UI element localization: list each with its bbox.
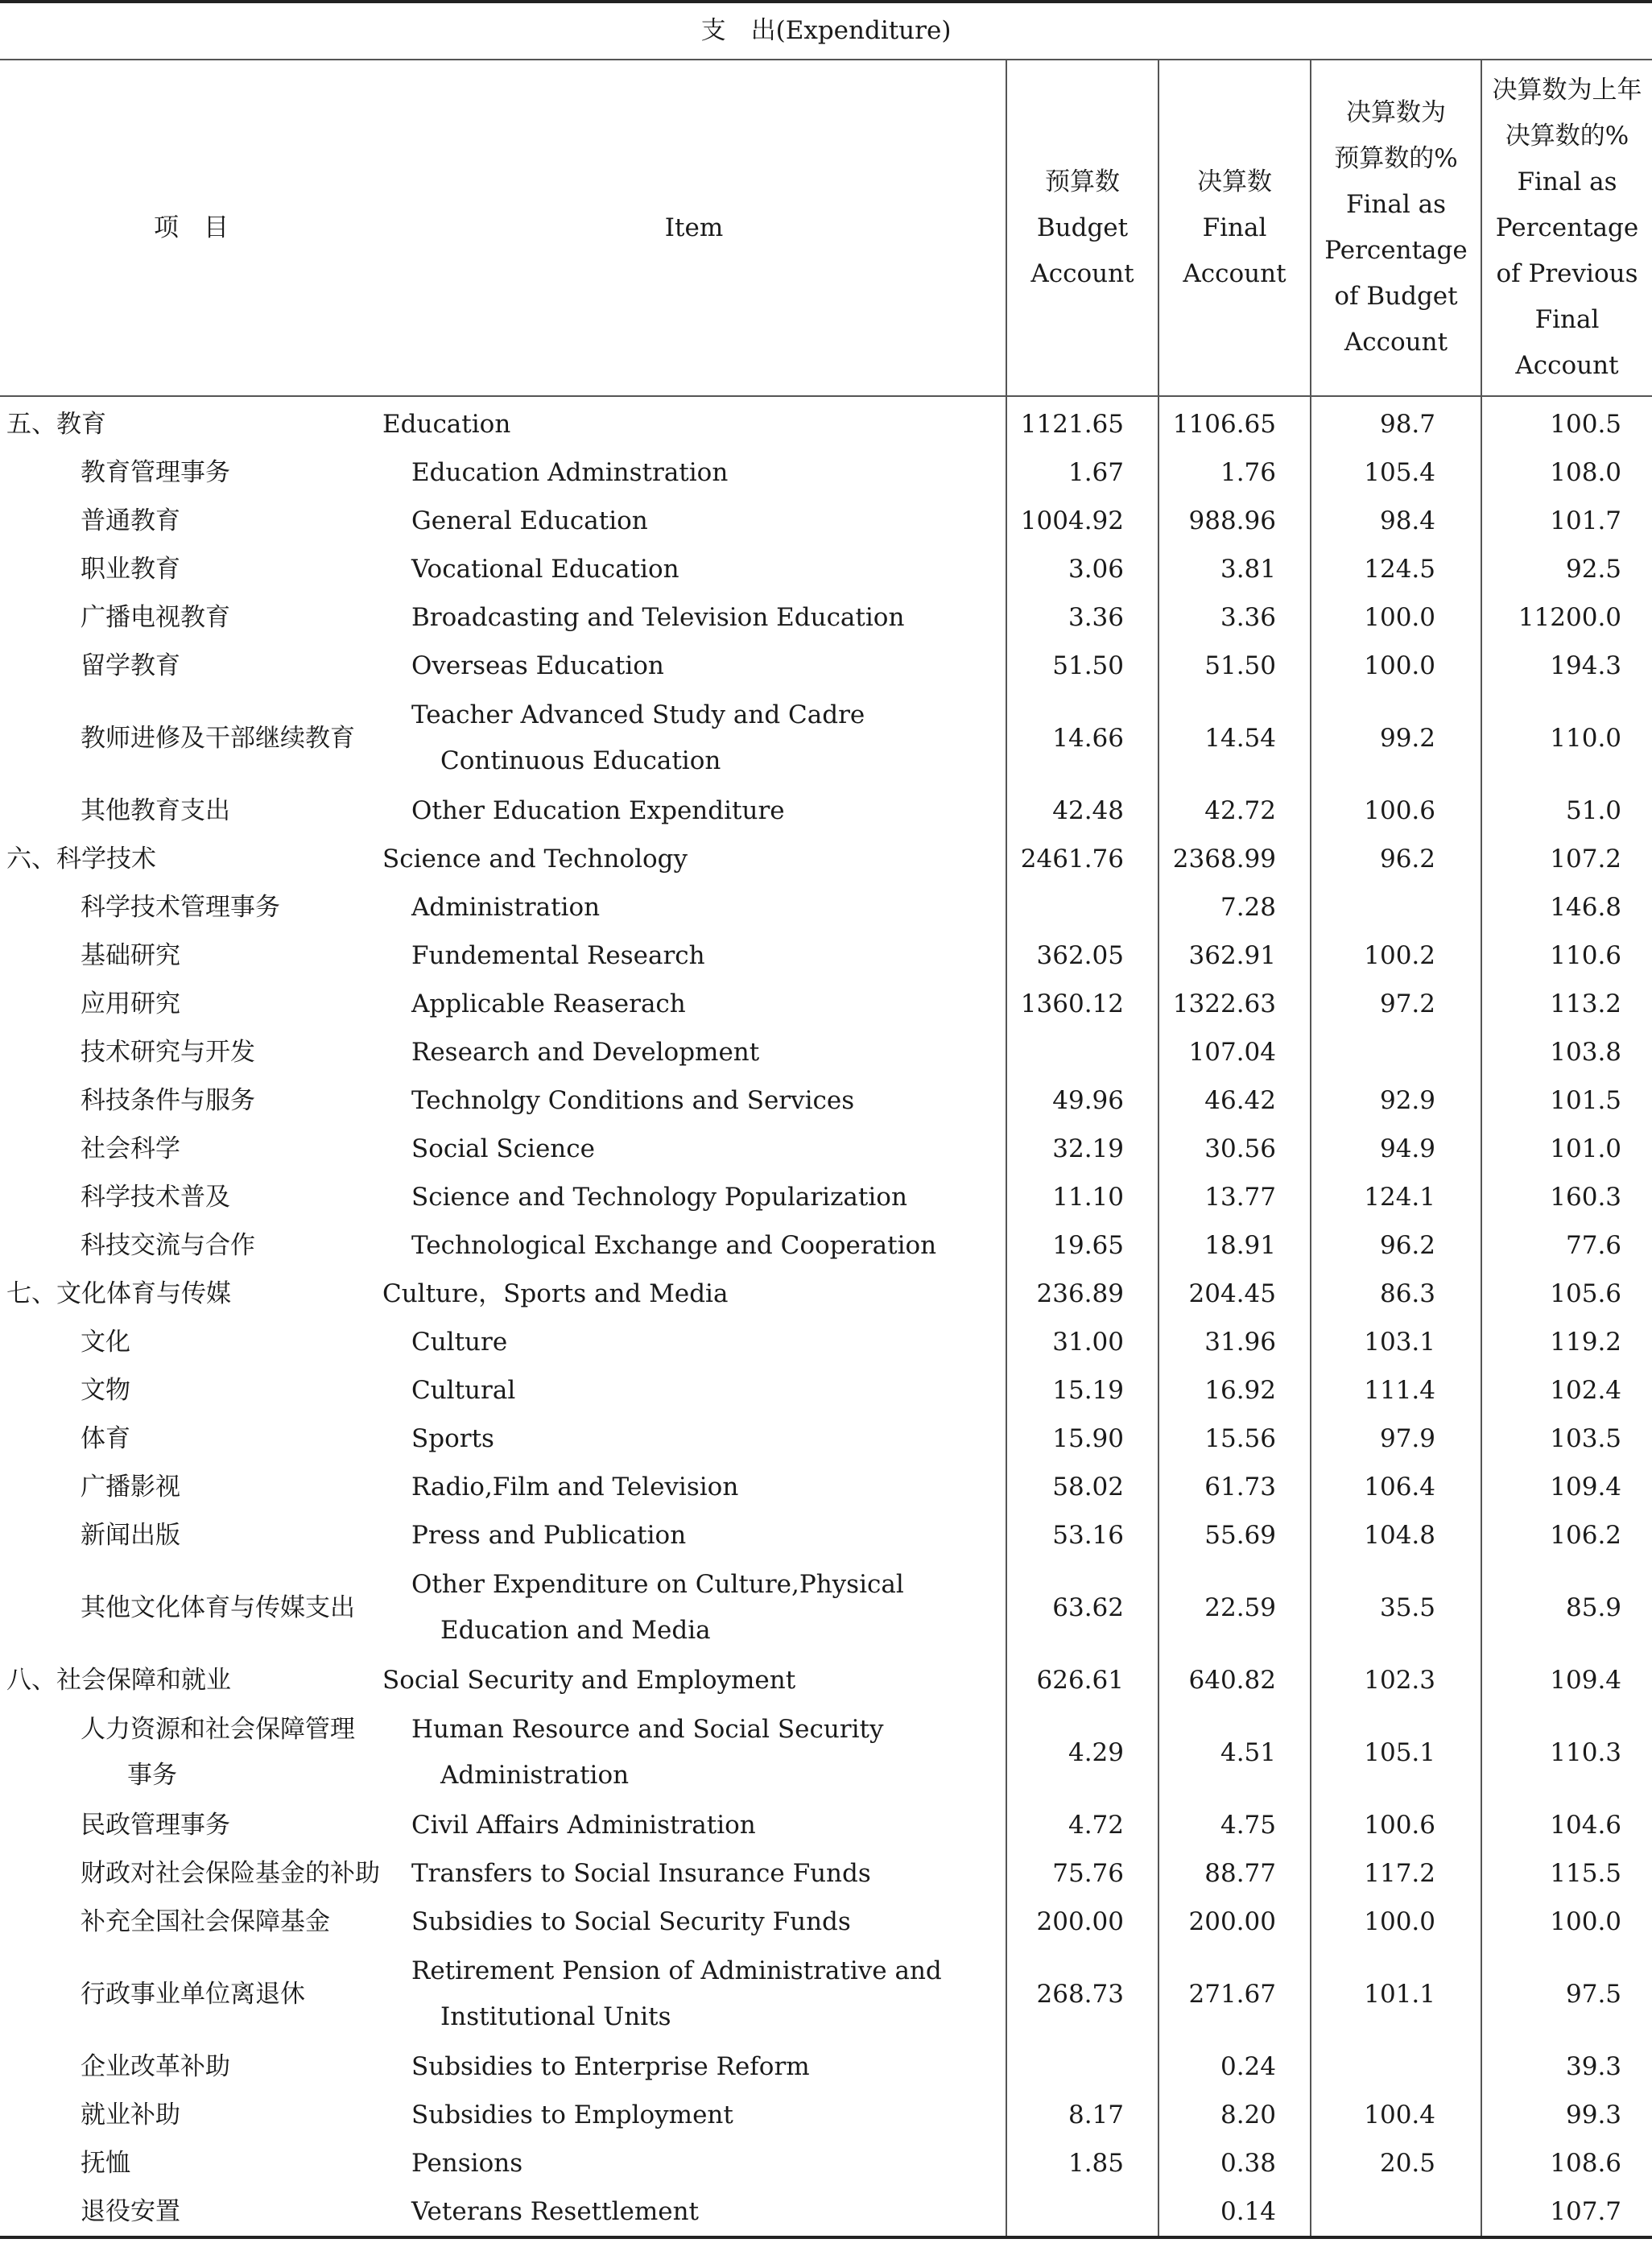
header-pct-budget-line: 预算数的%	[1334, 144, 1458, 173]
cell-pct-budget: 97.9	[1311, 1415, 1481, 1463]
cell-en-line: Other Expenditure on Culture,Physical	[411, 1570, 904, 1599]
cell-pct-budget: 97.2	[1311, 980, 1481, 1028]
cell-pct-budget: 105.4	[1311, 448, 1481, 497]
cell-budget: 14.66	[1006, 690, 1158, 787]
table-row	[0, 1946, 1652, 2043]
cell-final: 2368.99	[1158, 835, 1311, 883]
cell-budget: 31.00	[1006, 1318, 1158, 1366]
cell-en-item: Press and Publication	[411, 1520, 687, 1550]
cell-budget	[1006, 2187, 1158, 2237]
cell-final: 988.96	[1158, 497, 1311, 545]
cell-zh-item: 职业教育	[81, 554, 180, 584]
cell-final: 42.72	[1158, 787, 1311, 835]
cell-final: 0.14	[1158, 2187, 1311, 2237]
table-row	[0, 2091, 1652, 2139]
cell-zh-item: 就业补助	[81, 2100, 180, 2129]
cell-en-line: Continuous Education	[440, 746, 721, 775]
cell-pct-prev: 113.2	[1481, 980, 1652, 1028]
cell-final: 15.56	[1158, 1415, 1311, 1463]
cell-zh-item: 财政对社会保险基金的补助	[81, 1858, 380, 1888]
cell-pct-budget: 35.5	[1311, 1559, 1481, 1656]
cell-pct-prev: 105.6	[1481, 1270, 1652, 1318]
cell-final: 16.92	[1158, 1366, 1311, 1415]
cell-zh-item: 行政事业单位离退休	[81, 1979, 305, 2009]
cell-en-item: Sports	[411, 1423, 494, 1453]
cell-budget: 75.76	[1006, 1849, 1158, 1898]
cell-pct-prev: 99.3	[1481, 2091, 1652, 2139]
cell-zh-item: 民政管理事务	[81, 1810, 230, 1840]
cell-pct-budget: 117.2	[1311, 1849, 1481, 1898]
cell-zh-item: 基础研究	[81, 940, 180, 970]
header-zh-item: 项 目	[0, 60, 382, 396]
cell-en-item: Broadcasting and Television Education	[411, 602, 905, 632]
cell-pct-prev: 146.8	[1481, 883, 1652, 931]
cell-zh-item: 留学教育	[81, 651, 180, 680]
table-row	[0, 1318, 1652, 1366]
cell-en-item: Science and Technology Popularization	[411, 1182, 907, 1212]
cell-en-item: Education	[382, 409, 511, 439]
cell-final: 30.56	[1158, 1125, 1311, 1173]
table-caption-row	[0, 2, 1652, 60]
table-row	[0, 1801, 1652, 1849]
cell-zh-item: 五、教育	[6, 409, 106, 439]
header-pct-prev	[1481, 60, 1652, 396]
cell-pct-budget: 104.8	[1311, 1511, 1481, 1559]
cell-final: 3.36	[1158, 593, 1311, 642]
cell-pct-prev: 51.0	[1481, 787, 1652, 835]
cell-zh-item: 企业改革补助	[81, 2051, 230, 2081]
header-budget	[1006, 60, 1158, 396]
cell-zh-item: 文物	[81, 1375, 130, 1405]
cell-pct-prev: 100.5	[1481, 396, 1652, 448]
cell-budget: 1.85	[1006, 2139, 1158, 2187]
cell-pct-budget: 124.1	[1311, 1173, 1481, 1221]
cell-pct-prev: 109.4	[1481, 1656, 1652, 1704]
cell-en-item: Applicable Reaserach	[411, 989, 686, 1018]
cell-final: 46.42	[1158, 1076, 1311, 1125]
cell-final: 204.45	[1158, 1270, 1311, 1318]
cell-en-item: Social Science	[411, 1134, 595, 1163]
cell-pct-prev: 109.4	[1481, 1463, 1652, 1511]
table-row	[0, 2187, 1652, 2237]
cell-pct-prev: 39.3	[1481, 2043, 1652, 2091]
cell-zh-item: 应用研究	[81, 989, 180, 1018]
cell-final: 13.77	[1158, 1173, 1311, 1221]
cell-pct-prev: 101.0	[1481, 1125, 1652, 1173]
cell-budget: 4.29	[1006, 1704, 1158, 1801]
table-row	[0, 1511, 1652, 1559]
cell-pct-budget: 100.6	[1311, 1801, 1481, 1849]
cell-budget: 63.62	[1006, 1559, 1158, 1656]
header-pct-budget-line: Final as	[1345, 190, 1447, 219]
cell-en-item: Technolgy Conditions and Services	[411, 1085, 855, 1115]
table-section-row	[0, 396, 1652, 448]
header-en-item: Item	[382, 60, 1006, 396]
cell-pct-budget: 105.1	[1311, 1704, 1481, 1801]
cell-pct-budget: 102.3	[1311, 1656, 1481, 1704]
cell-budget	[1006, 1028, 1158, 1076]
cell-en-item	[382, 1946, 1006, 2043]
cell-pct-budget: 99.2	[1311, 690, 1481, 787]
cell-pct-prev: 119.2	[1481, 1318, 1652, 1366]
cell-pct-prev: 160.3	[1481, 1173, 1652, 1221]
cell-en-item: Veterans Resettlement	[382, 2187, 1006, 2237]
cell-final: 51.50	[1158, 642, 1311, 690]
cell-pct-budget: 100.0	[1311, 642, 1481, 690]
cell-en-item: Transfers to Social Insurance Funds	[411, 1858, 871, 1888]
table-row	[0, 497, 1652, 545]
cell-budget: 11.10	[1006, 1173, 1158, 1221]
cell-pct-prev: 110.3	[1481, 1704, 1652, 1801]
cell-pct-budget: 101.1	[1311, 1946, 1481, 2043]
cell-zh-item: 退役安置	[0, 2187, 382, 2237]
header-final-line: Final	[1202, 213, 1267, 242]
cell-budget: 268.73	[1006, 1946, 1158, 2043]
cell-final: 0.38	[1158, 2139, 1311, 2187]
cell-pct-prev: 115.5	[1481, 1849, 1652, 1898]
cell-zh-line: 人力资源和社会保障管理	[81, 1715, 355, 1744]
cell-pct-prev: 11200.0	[1481, 593, 1652, 642]
cell-pct-prev: 107.7	[1481, 2187, 1652, 2237]
cell-zh-item	[0, 1704, 382, 1801]
cell-final: 61.73	[1158, 1463, 1311, 1511]
table-section-row	[0, 1656, 1652, 1704]
cell-budget: 15.19	[1006, 1366, 1158, 1415]
header-pct-prev-line: 决算数的%	[1505, 121, 1629, 151]
table-row	[0, 787, 1652, 835]
header-pct-prev-line: Account	[1515, 350, 1619, 380]
table-row	[0, 1125, 1652, 1173]
table-row	[0, 642, 1652, 690]
cell-budget: 626.61	[1006, 1656, 1158, 1704]
cell-pct-budget: 100.6	[1311, 787, 1481, 835]
cell-final: 362.91	[1158, 931, 1311, 980]
cell-en-item: Subsidies to Employment	[411, 2100, 733, 2129]
cell-pct-prev: 101.7	[1481, 497, 1652, 545]
cell-pct-prev: 92.5	[1481, 545, 1652, 593]
cell-pct-budget: 106.4	[1311, 1463, 1481, 1511]
cell-en-item: Science and Technology	[382, 844, 688, 874]
cell-budget: 8.17	[1006, 2091, 1158, 2139]
cell-pct-budget: 100.2	[1311, 931, 1481, 980]
cell-en-item: Vocational Education	[411, 554, 679, 584]
cell-pct-budget	[1311, 1028, 1481, 1076]
cell-budget: 1360.12	[1006, 980, 1158, 1028]
cell-zh-item: 广播影视	[81, 1472, 180, 1502]
cell-en-line: Administration	[440, 1761, 630, 1790]
cell-zh-item: 社会科学	[81, 1134, 180, 1163]
cell-zh-item: 科技交流与合作	[81, 1230, 255, 1260]
cell-budget: 19.65	[1006, 1221, 1158, 1270]
cell-en-item: Fundemental Research	[411, 940, 705, 970]
cell-budget: 58.02	[1006, 1463, 1158, 1511]
header-pct-prev-line: of Previous	[1496, 258, 1638, 288]
cell-en-item	[382, 1559, 1006, 1656]
cell-zh-item: 体育	[81, 1423, 130, 1453]
cell-budget: 3.36	[1006, 593, 1158, 642]
table-row	[0, 448, 1652, 497]
cell-pct-budget: 86.3	[1311, 1270, 1481, 1318]
cell-zh-item: 六、科学技术	[6, 844, 156, 874]
cell-budget	[1006, 883, 1158, 931]
cell-zh-item: 教师进修及干部继续教育	[81, 723, 355, 753]
cell-pct-prev: 108.6	[1481, 2139, 1652, 2187]
table-caption: 支 出(Expenditure)	[0, 2, 1652, 60]
cell-pct-budget	[1311, 2187, 1481, 2237]
cell-final: 88.77	[1158, 1849, 1311, 1898]
cell-pct-prev: 97.5	[1481, 1946, 1652, 2043]
cell-budget: 42.48	[1006, 787, 1158, 835]
cell-final: 271.67	[1158, 1946, 1311, 2043]
cell-en-line: Education and Media	[440, 1616, 711, 1645]
header-final	[1158, 60, 1311, 396]
cell-pct-prev: 106.2	[1481, 1511, 1652, 1559]
cell-pct-budget: 100.0	[1311, 593, 1481, 642]
header-pct-budget	[1311, 60, 1481, 396]
table-section-row	[0, 1270, 1652, 1318]
header-pct-prev-line: Percentage	[1495, 213, 1639, 242]
header-pct-prev-line: 决算数为上年	[1492, 75, 1642, 105]
cell-en-line: Retirement Pension of Administrative and	[411, 1956, 942, 1985]
cell-final: 8.20	[1158, 2091, 1311, 2139]
cell-pct-prev: 110.6	[1481, 931, 1652, 980]
table-row	[0, 690, 1652, 787]
cell-pct-budget: 20.5	[1311, 2139, 1481, 2187]
cell-pct-prev: 110.0	[1481, 690, 1652, 787]
table-row	[0, 1898, 1652, 1946]
cell-final: 14.54	[1158, 690, 1311, 787]
table-row	[0, 1415, 1652, 1463]
cell-en-item: Subsidies to Social Security Funds	[411, 1906, 851, 1936]
cell-en-item: Radio,Film and Television	[411, 1472, 739, 1502]
cell-zh-item: 七、文化体育与传媒	[6, 1278, 231, 1308]
cell-pct-prev: 104.6	[1481, 1801, 1652, 1849]
cell-en-item: Overseas Education	[411, 651, 664, 680]
cell-final: 1322.63	[1158, 980, 1311, 1028]
table-row	[0, 1559, 1652, 1656]
cell-pct-budget	[1311, 883, 1481, 931]
cell-final: 200.00	[1158, 1898, 1311, 1946]
cell-final: 31.96	[1158, 1318, 1311, 1366]
header-final-line: Account	[1183, 258, 1286, 288]
cell-budget: 32.19	[1006, 1125, 1158, 1173]
header-budget-line: 预算数	[1045, 167, 1120, 196]
cell-pct-prev: 100.0	[1481, 1898, 1652, 1946]
cell-pct-prev: 103.8	[1481, 1028, 1652, 1076]
cell-en-item: Research and Development	[411, 1037, 760, 1067]
cell-en-item: Cultural	[411, 1375, 516, 1405]
cell-en-item: Other Education Expenditure	[411, 795, 785, 825]
cell-en-line: Human Resource and Social Security	[411, 1715, 884, 1744]
cell-final: 640.82	[1158, 1656, 1311, 1704]
cell-final: 0.24	[1158, 2043, 1311, 2091]
cell-final: 3.81	[1158, 545, 1311, 593]
cell-final: 18.91	[1158, 1221, 1311, 1270]
cell-pct-budget: 98.4	[1311, 497, 1481, 545]
table-row	[0, 1173, 1652, 1221]
table-row	[0, 1076, 1652, 1125]
cell-budget: 1.67	[1006, 448, 1158, 497]
cell-budget: 49.96	[1006, 1076, 1158, 1125]
cell-en-item: Social Security and Employment	[382, 1665, 796, 1695]
header-pct-budget-line: Percentage	[1324, 236, 1468, 265]
cell-en-item	[382, 1704, 1006, 1801]
cell-pct-budget: 100.0	[1311, 1898, 1481, 1946]
cell-en-item: Administration	[411, 892, 601, 922]
cell-en-item: Subsidies to Enterprise Reform	[411, 2051, 810, 2081]
header-pct-budget-line: 决算数为	[1346, 98, 1446, 127]
cell-zh-item: 其他文化体育与传媒支出	[81, 1592, 355, 1622]
cell-zh-item: 科学技术普及	[81, 1182, 230, 1212]
header-pct-budget-line: of Budget	[1334, 282, 1458, 311]
cell-zh-item: 科技条件与服务	[81, 1085, 255, 1115]
cell-pct-budget: 92.9	[1311, 1076, 1481, 1125]
cell-zh-item: 广播电视教育	[81, 602, 230, 632]
cell-budget: 53.16	[1006, 1511, 1158, 1559]
cell-zh-item: 教育管理事务	[81, 457, 230, 487]
cell-budget: 3.06	[1006, 545, 1158, 593]
cell-pct-budget: 96.2	[1311, 835, 1481, 883]
cell-final: 55.69	[1158, 1511, 1311, 1559]
header-pct-prev-line: Final	[1534, 304, 1600, 334]
table-row	[0, 2139, 1652, 2187]
cell-zh-item: 科学技术管理事务	[81, 892, 280, 922]
table-row	[0, 1849, 1652, 1898]
cell-budget: 1004.92	[1006, 497, 1158, 545]
cell-en-item: Culture	[411, 1327, 508, 1357]
header-pct-prev-line: Final as	[1517, 167, 1617, 196]
cell-en-item: Culture，Sports and Media	[382, 1278, 729, 1308]
table-row	[0, 1463, 1652, 1511]
cell-pct-budget: 103.1	[1311, 1318, 1481, 1366]
table-row	[0, 1366, 1652, 1415]
cell-zh-line: 事务	[127, 1761, 177, 1790]
cell-pct-budget: 94.9	[1311, 1125, 1481, 1173]
table-row	[0, 883, 1652, 931]
cell-en-item: Education Adminstration	[411, 457, 729, 487]
cell-pct-budget: 98.7	[1311, 396, 1481, 448]
table-header-row	[0, 60, 1652, 396]
cell-zh-item: 普通教育	[81, 506, 180, 535]
cell-budget: 362.05	[1006, 931, 1158, 980]
table-row	[0, 593, 1652, 642]
cell-zh-item: 其他教育支出	[81, 795, 230, 825]
cell-budget: 15.90	[1006, 1415, 1158, 1463]
cell-en-item: Pensions	[411, 2148, 523, 2178]
cell-zh-item: 补充全国社会保障基金	[81, 1906, 330, 1936]
header-budget-line: Account	[1030, 258, 1134, 288]
cell-zh-item: 新闻出版	[81, 1520, 180, 1550]
cell-budget: 1121.65	[1006, 396, 1158, 448]
cell-pct-prev: 194.3	[1481, 642, 1652, 690]
cell-budget	[1006, 2043, 1158, 2091]
cell-final: 1106.65	[1158, 396, 1311, 448]
cell-en-item: General Education	[411, 506, 648, 535]
cell-en-line: Teacher Advanced Study and Cadre	[411, 700, 865, 729]
table-row	[0, 2043, 1652, 2091]
cell-pct-prev: 107.2	[1481, 835, 1652, 883]
cell-pct-prev: 103.5	[1481, 1415, 1652, 1463]
cell-pct-budget: 96.2	[1311, 1221, 1481, 1270]
cell-zh-item: 抚恤	[81, 2148, 130, 2178]
cell-pct-budget: 111.4	[1311, 1366, 1481, 1415]
cell-final: 7.28	[1158, 883, 1311, 931]
cell-zh-item: 八、社会保障和就业	[6, 1665, 231, 1695]
cell-pct-prev: 108.0	[1481, 448, 1652, 497]
header-pct-budget-line: Account	[1344, 328, 1448, 357]
cell-final: 4.75	[1158, 1801, 1311, 1849]
cell-pct-prev: 77.6	[1481, 1221, 1652, 1270]
cell-en-item: Civil Affairs Administration	[411, 1810, 756, 1840]
cell-pct-budget	[1311, 2043, 1481, 2091]
cell-budget: 4.72	[1006, 1801, 1158, 1849]
cell-pct-budget: 100.4	[1311, 2091, 1481, 2139]
cell-zh-item: 文化	[81, 1327, 130, 1357]
cell-en-item	[382, 690, 1006, 787]
cell-pct-budget: 124.5	[1311, 545, 1481, 593]
cell-pct-prev: 102.4	[1481, 1366, 1652, 1415]
table-row	[0, 980, 1652, 1028]
cell-final: 22.59	[1158, 1559, 1311, 1656]
table-row	[0, 1028, 1652, 1076]
cell-budget: 200.00	[1006, 1898, 1158, 1946]
table-row	[0, 931, 1652, 980]
cell-budget: 236.89	[1006, 1270, 1158, 1318]
cell-budget: 2461.76	[1006, 835, 1158, 883]
table-row	[0, 1221, 1652, 1270]
cell-zh-item: 技术研究与开发	[81, 1037, 255, 1067]
cell-budget: 51.50	[1006, 642, 1158, 690]
table-body	[0, 396, 1652, 2237]
cell-final: 1.76	[1158, 448, 1311, 497]
table-row	[0, 545, 1652, 593]
cell-final: 4.51	[1158, 1704, 1311, 1801]
cell-en-item: Technological Exchange and Cooperation	[411, 1230, 937, 1260]
table-section-row	[0, 835, 1652, 883]
header-final-line: 决算数	[1197, 167, 1272, 196]
cell-en-line: Institutional Units	[440, 2002, 671, 2031]
cell-pct-prev: 85.9	[1481, 1559, 1652, 1656]
cell-final: 107.04	[1158, 1028, 1311, 1076]
header-budget-line: Budget	[1036, 213, 1129, 242]
cell-pct-prev: 101.5	[1481, 1076, 1652, 1125]
table-row	[0, 1704, 1652, 1801]
